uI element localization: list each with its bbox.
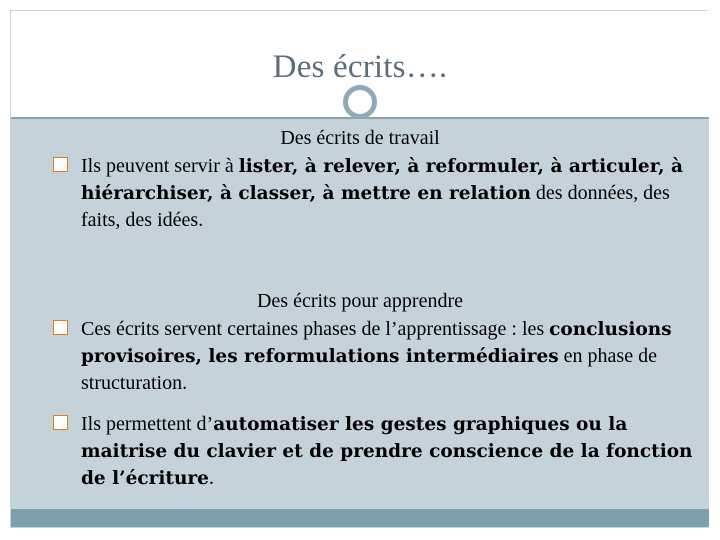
bullet-text-3 <box>81 411 696 492</box>
square-bullet-icon <box>53 157 68 172</box>
bullet-1-text-end: des données, des faits, des idées. <box>81 182 670 231</box>
bullet-1-bold: lister, à relever, à reformuler, à articuler, à hiérarchiser, à classer, à mettre en relation <box>81 156 683 204</box>
bullet-text-2 <box>81 316 696 396</box>
square-bullet-icon <box>53 320 68 335</box>
ring-ornament-icon <box>343 85 377 119</box>
section-heading-apprendre: Des écrits pour apprendre <box>256 290 464 312</box>
square-bullet-icon <box>53 415 68 430</box>
bullet-3-text-end: . <box>208 467 214 489</box>
bullet-2-bold: conclusions provisoires, les reformulations intermédiaires <box>81 319 672 367</box>
bullet-2-text-start: Ces écrits servent certaines phases de l’apprentissage : les <box>81 318 550 340</box>
bullet-3-text-start: Ils permettent d’ <box>81 413 214 435</box>
bullet-1-text-start: Ils peuvent servir à <box>81 155 239 177</box>
bullet-2-text-end: en phase de structuration. <box>81 345 657 394</box>
content-panel <box>11 117 709 511</box>
slide-frame <box>10 10 708 528</box>
footer-band <box>11 509 709 527</box>
bullet-text-1 <box>81 153 696 233</box>
slide-title: Des écrits…. <box>272 49 448 85</box>
bullet-3-bold: automatiser les gestes graphiques ou la maitrise du clavier et de prendre conscience de la fonction de l’écriture <box>81 414 693 489</box>
section-heading-travail: Des écrits de travail <box>280 127 440 149</box>
